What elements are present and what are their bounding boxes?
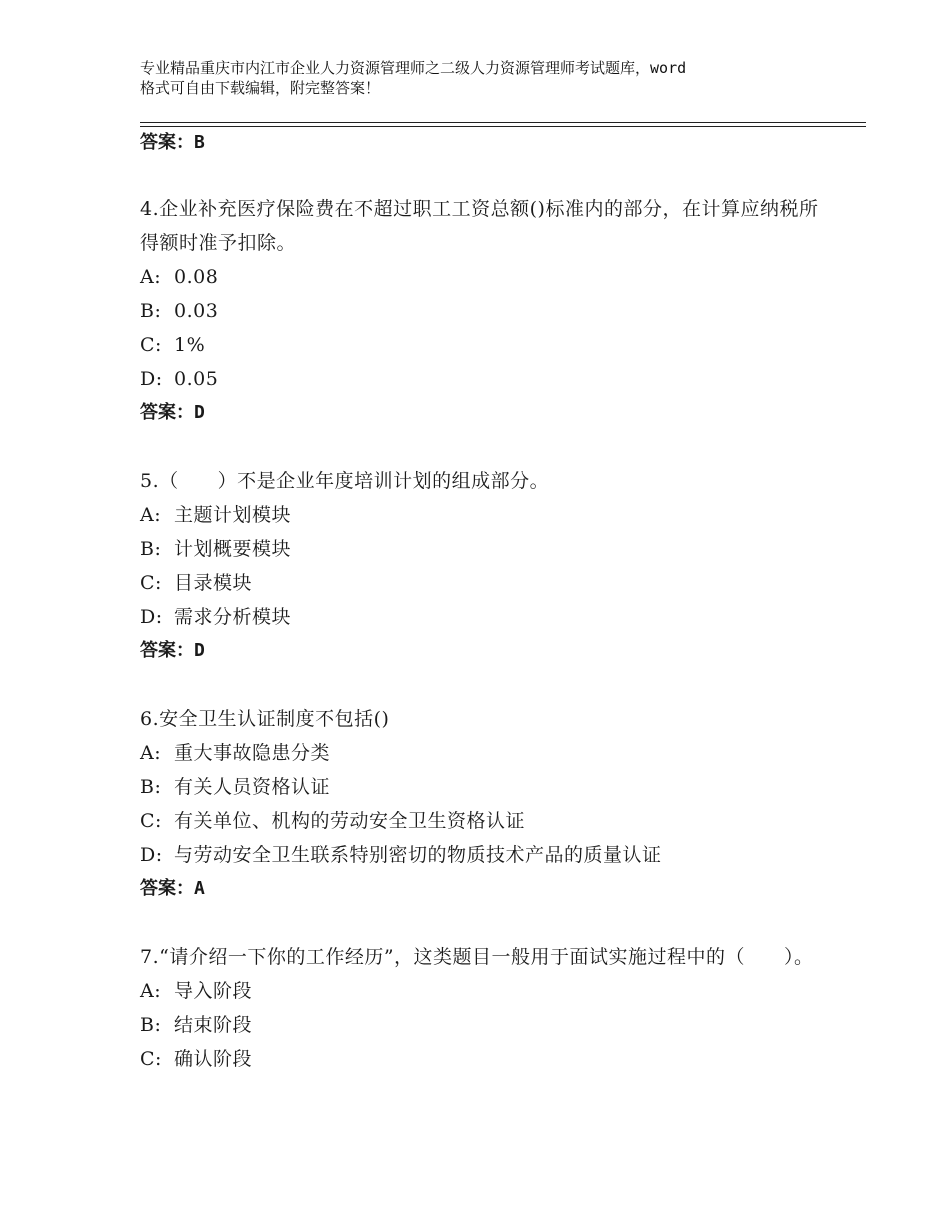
question-answer: 答案：D bbox=[140, 402, 205, 423]
option-text: 0.08 bbox=[174, 266, 219, 288]
option-c bbox=[140, 804, 820, 838]
option-b bbox=[140, 294, 820, 328]
option-text: 导入阶段 bbox=[174, 980, 253, 1002]
option-a bbox=[140, 260, 820, 294]
option-label: D: bbox=[140, 606, 163, 628]
header-rule-top bbox=[140, 122, 866, 123]
header-line-1: 专业精品重庆市内江市企业人力资源管理师之二级人力资源管理师考试题库，word bbox=[140, 59, 687, 77]
option-label: B: bbox=[140, 1014, 162, 1036]
option-a bbox=[140, 736, 820, 770]
option-label: C: bbox=[140, 572, 162, 594]
question-stem: 5.（ ）不是企业年度培训计划的组成部分。 bbox=[140, 470, 550, 492]
document-body bbox=[140, 128, 820, 1076]
option-b bbox=[140, 532, 820, 566]
option-label: D: bbox=[140, 368, 163, 390]
option-d bbox=[140, 362, 820, 396]
option-text: 有关人员资格认证 bbox=[174, 776, 331, 798]
question-stem: 6.安全卫生认证制度不包括() bbox=[140, 708, 390, 730]
previous-answer: 答案：B bbox=[140, 132, 205, 153]
question-6 bbox=[140, 702, 820, 906]
option-text: 需求分析模块 bbox=[174, 606, 292, 628]
option-text: 与劳动安全卫生联系特别密切的物质技术产品的质量认证 bbox=[174, 844, 662, 866]
option-label: B: bbox=[140, 776, 162, 798]
option-c bbox=[140, 1042, 820, 1076]
option-text: 计划概要模块 bbox=[174, 538, 292, 560]
option-label: B: bbox=[140, 300, 162, 322]
option-text: 0.03 bbox=[174, 300, 219, 322]
page-header bbox=[140, 58, 840, 98]
question-5 bbox=[140, 464, 820, 668]
option-label: D: bbox=[140, 844, 163, 866]
option-text: 结束阶段 bbox=[174, 1014, 253, 1036]
option-label: C: bbox=[140, 1048, 162, 1070]
option-label: A: bbox=[140, 980, 162, 1002]
option-text: 1% bbox=[174, 334, 206, 356]
option-label: C: bbox=[140, 334, 162, 356]
option-b bbox=[140, 1008, 820, 1042]
option-label: B: bbox=[140, 538, 162, 560]
option-d bbox=[140, 838, 820, 872]
option-text: 有关单位、机构的劳动安全卫生资格认证 bbox=[174, 810, 526, 832]
option-label: A: bbox=[140, 504, 162, 526]
question-stem: 4.企业补充医疗保险费在不超过职工工资总额()标准内的部分，在计算应纳税所得额时准予扣除。 bbox=[140, 198, 819, 254]
option-a bbox=[140, 498, 820, 532]
question-stem: 7.“请介绍一下你的工作经历”，这类题目一般用于面试实施过程中的（ ）。 bbox=[140, 946, 814, 968]
header-rule-bottom bbox=[140, 126, 866, 127]
option-c bbox=[140, 328, 820, 362]
option-b bbox=[140, 770, 820, 804]
option-label: A: bbox=[140, 266, 162, 288]
question-4 bbox=[140, 192, 820, 430]
question-7 bbox=[140, 940, 820, 1076]
option-label: A: bbox=[140, 742, 162, 764]
option-text: 目录模块 bbox=[174, 572, 253, 594]
option-label: C: bbox=[140, 810, 162, 832]
option-c bbox=[140, 566, 820, 600]
header-line-2: 格式可自由下载编辑，附完整答案！ bbox=[140, 79, 381, 97]
option-text: 0.05 bbox=[174, 368, 219, 390]
option-text: 主题计划模块 bbox=[174, 504, 292, 526]
question-answer: 答案：A bbox=[140, 878, 205, 899]
question-answer: 答案：D bbox=[140, 640, 205, 661]
option-text: 确认阶段 bbox=[174, 1048, 253, 1070]
option-d bbox=[140, 600, 820, 634]
option-text: 重大事故隐患分类 bbox=[174, 742, 331, 764]
option-a bbox=[140, 974, 820, 1008]
